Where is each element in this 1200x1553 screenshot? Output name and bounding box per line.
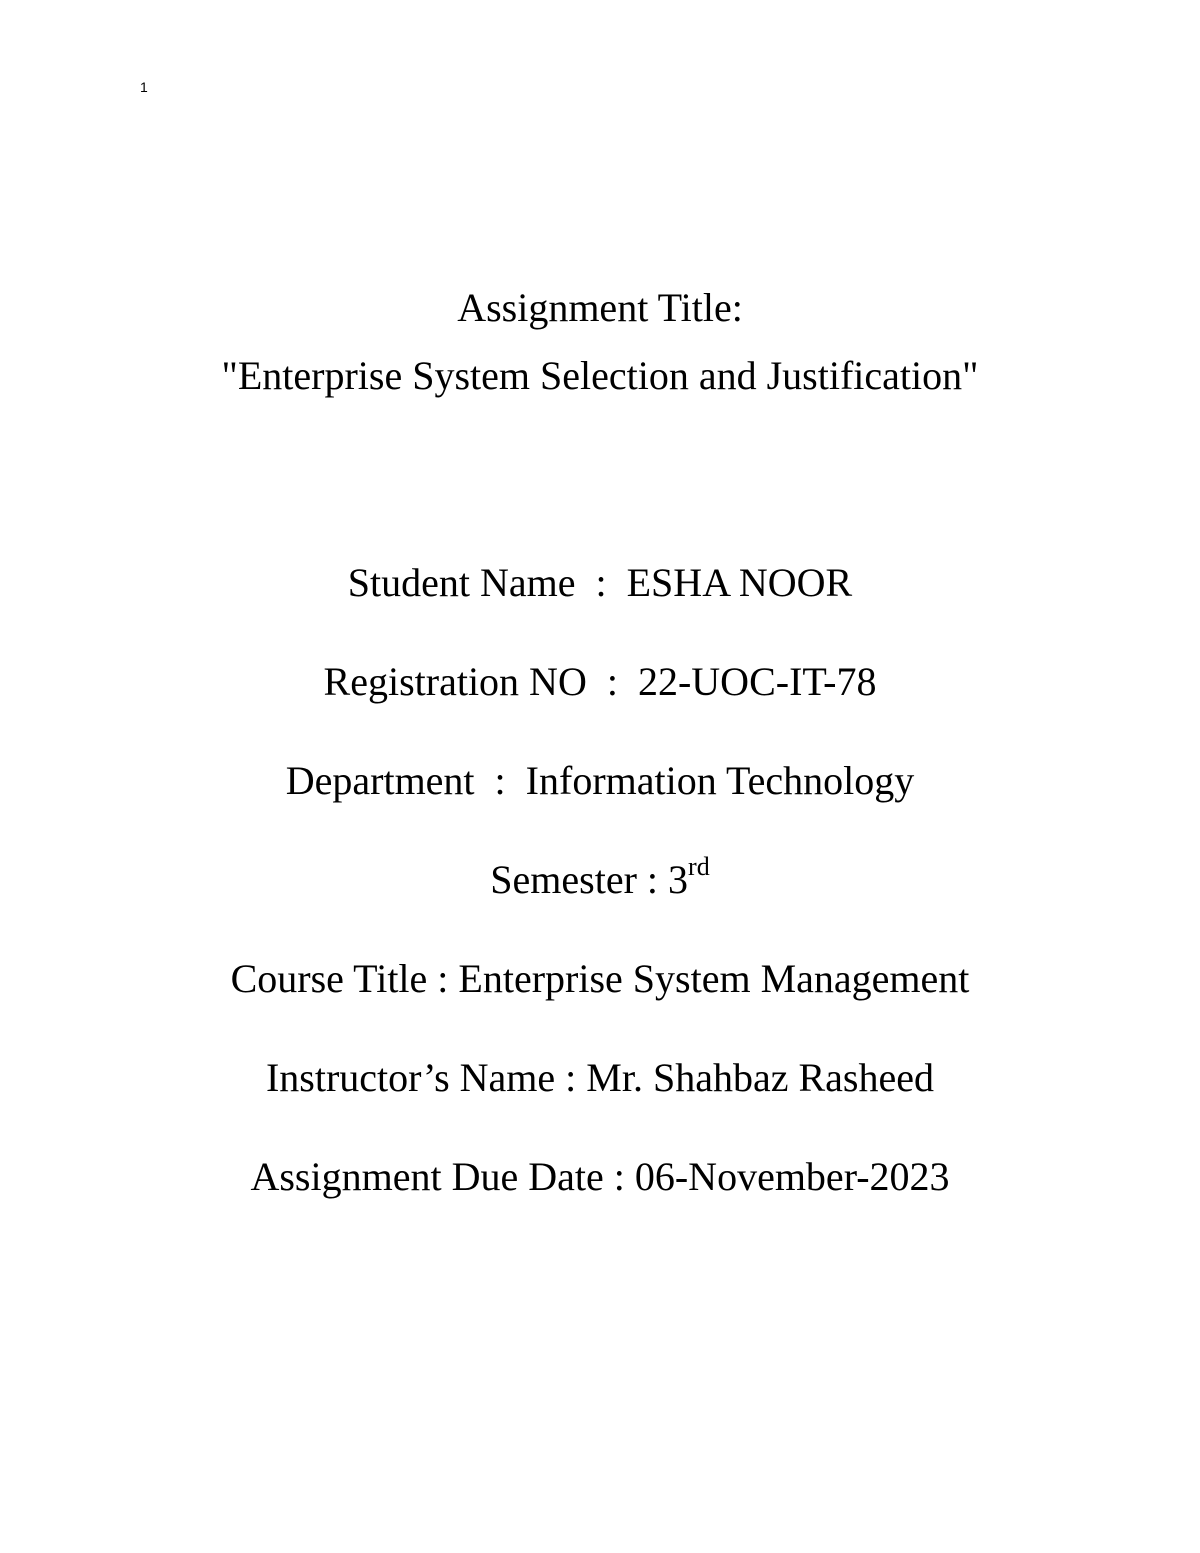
student-name-separator: : xyxy=(575,560,627,605)
department-label: Department xyxy=(285,758,475,803)
department-value: Information Technology xyxy=(525,758,915,803)
student-name-value: ESHA NOOR xyxy=(626,560,853,605)
department-line xyxy=(0,757,1200,805)
course-title-separator: : xyxy=(427,956,459,1001)
due-date-separator: : xyxy=(603,1154,635,1199)
department-separator: : xyxy=(474,758,526,803)
semester-value: 3 xyxy=(668,857,689,902)
registration-value: 22-UOC-IT-78 xyxy=(637,659,877,704)
semester-suffix: rd xyxy=(688,851,710,881)
semester-label: Semester xyxy=(490,857,637,902)
student-name-line xyxy=(0,559,1200,607)
due-date-label: Assignment Due Date xyxy=(250,1154,604,1199)
registration-label: Registration NO xyxy=(323,659,587,704)
instructor-line xyxy=(0,1054,1200,1102)
course-title-value: Enterprise System Management xyxy=(458,956,970,1001)
semester-separator: : xyxy=(636,857,669,902)
course-title-label: Course Title xyxy=(230,956,428,1001)
semester-line xyxy=(0,851,1200,904)
page-number: 1 xyxy=(140,79,148,95)
instructor-label: Instructor’s Name xyxy=(265,1055,556,1100)
student-name-label: Student Name xyxy=(347,560,576,605)
instructor-separator: : xyxy=(555,1055,587,1100)
course-title-line xyxy=(0,955,1200,1003)
assignment-title-label: Assignment Title: xyxy=(457,285,743,330)
due-date-value: 06-November-2023 xyxy=(634,1154,950,1199)
assignment-title-value: "Enterprise System Selection and Justification" xyxy=(221,353,979,398)
instructor-value: Mr. Shahbaz Rasheed xyxy=(586,1055,934,1100)
due-date-line xyxy=(0,1153,1200,1201)
registration-separator: : xyxy=(586,659,638,704)
registration-line xyxy=(0,658,1200,706)
